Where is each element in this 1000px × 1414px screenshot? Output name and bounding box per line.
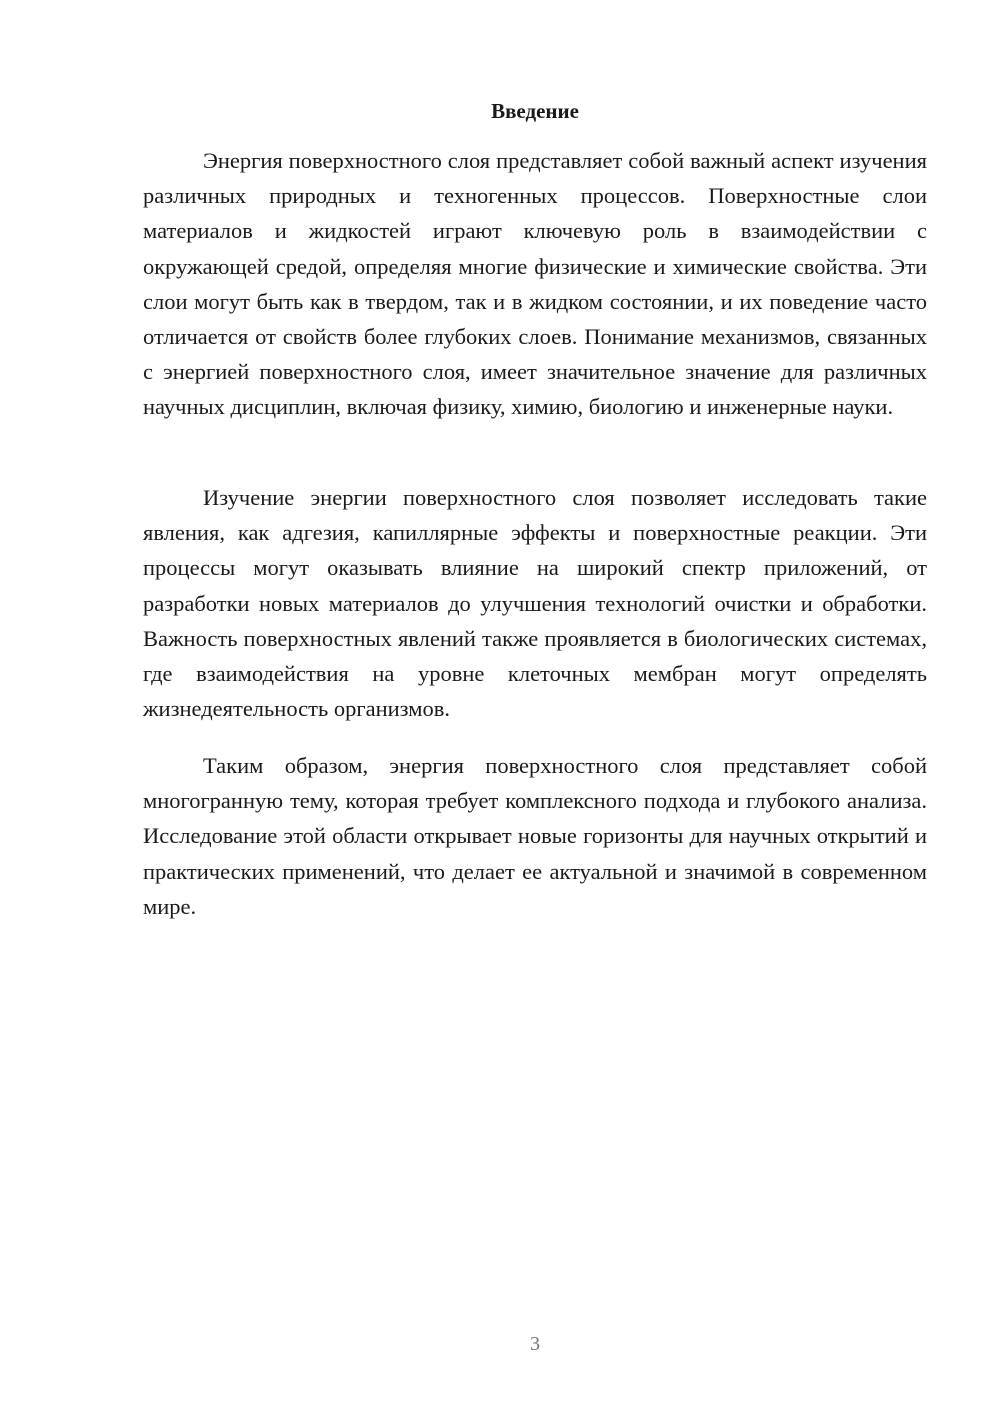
paragraph-3-container bbox=[143, 748, 927, 924]
section-title: Введение bbox=[491, 99, 579, 123]
paragraph-3: Таким образом, энергия поверхностного слоя представляет собой многогранную тему, которая требует комплексного подхода и глубокого анализа. Исследование этой области открывает новые горизонты для научных открытий и практических применений, что делает ее актуальной и значимой в современном мире. bbox=[143, 753, 927, 919]
paragraph-2: Изучение энергии поверхностного слоя позволяет исследовать такие явления, как адгезия, капиллярные эффекты и поверхностные реакции. Эти процессы могут оказывать влияние на широкий спектр приложений, от разработки новых материалов до улучшения технологий очистки и обработки. Важность поверхностных явлений также проявляется в биологических системах, где взаимодействия на уровне клеточных мембран могут определять жизнедеятельность организмов. bbox=[143, 485, 927, 722]
paragraph-1-container bbox=[143, 143, 927, 425]
paragraph-2-container bbox=[143, 480, 927, 726]
paragraph-1: Энергия поверхностного слоя представляет собой важный аспект изучения различных природных и техногенных процессов. Поверхностные слои материалов и жидкостей играют ключевую роль в взаимодействии с окружающей средой, определяя многие физические и химические свойства. Эти слои могут быть как в твердом, так и в жидком состоянии, и их поведение часто отличается от свойств более глубоких слоев. Понимание механизмов, связанных с энергией поверхностного слоя, имеет значительное значение для различных научных дисциплин, включая физику, химию, биологию и инженерные науки. bbox=[143, 148, 927, 420]
page-number: 3 bbox=[530, 1333, 540, 1355]
